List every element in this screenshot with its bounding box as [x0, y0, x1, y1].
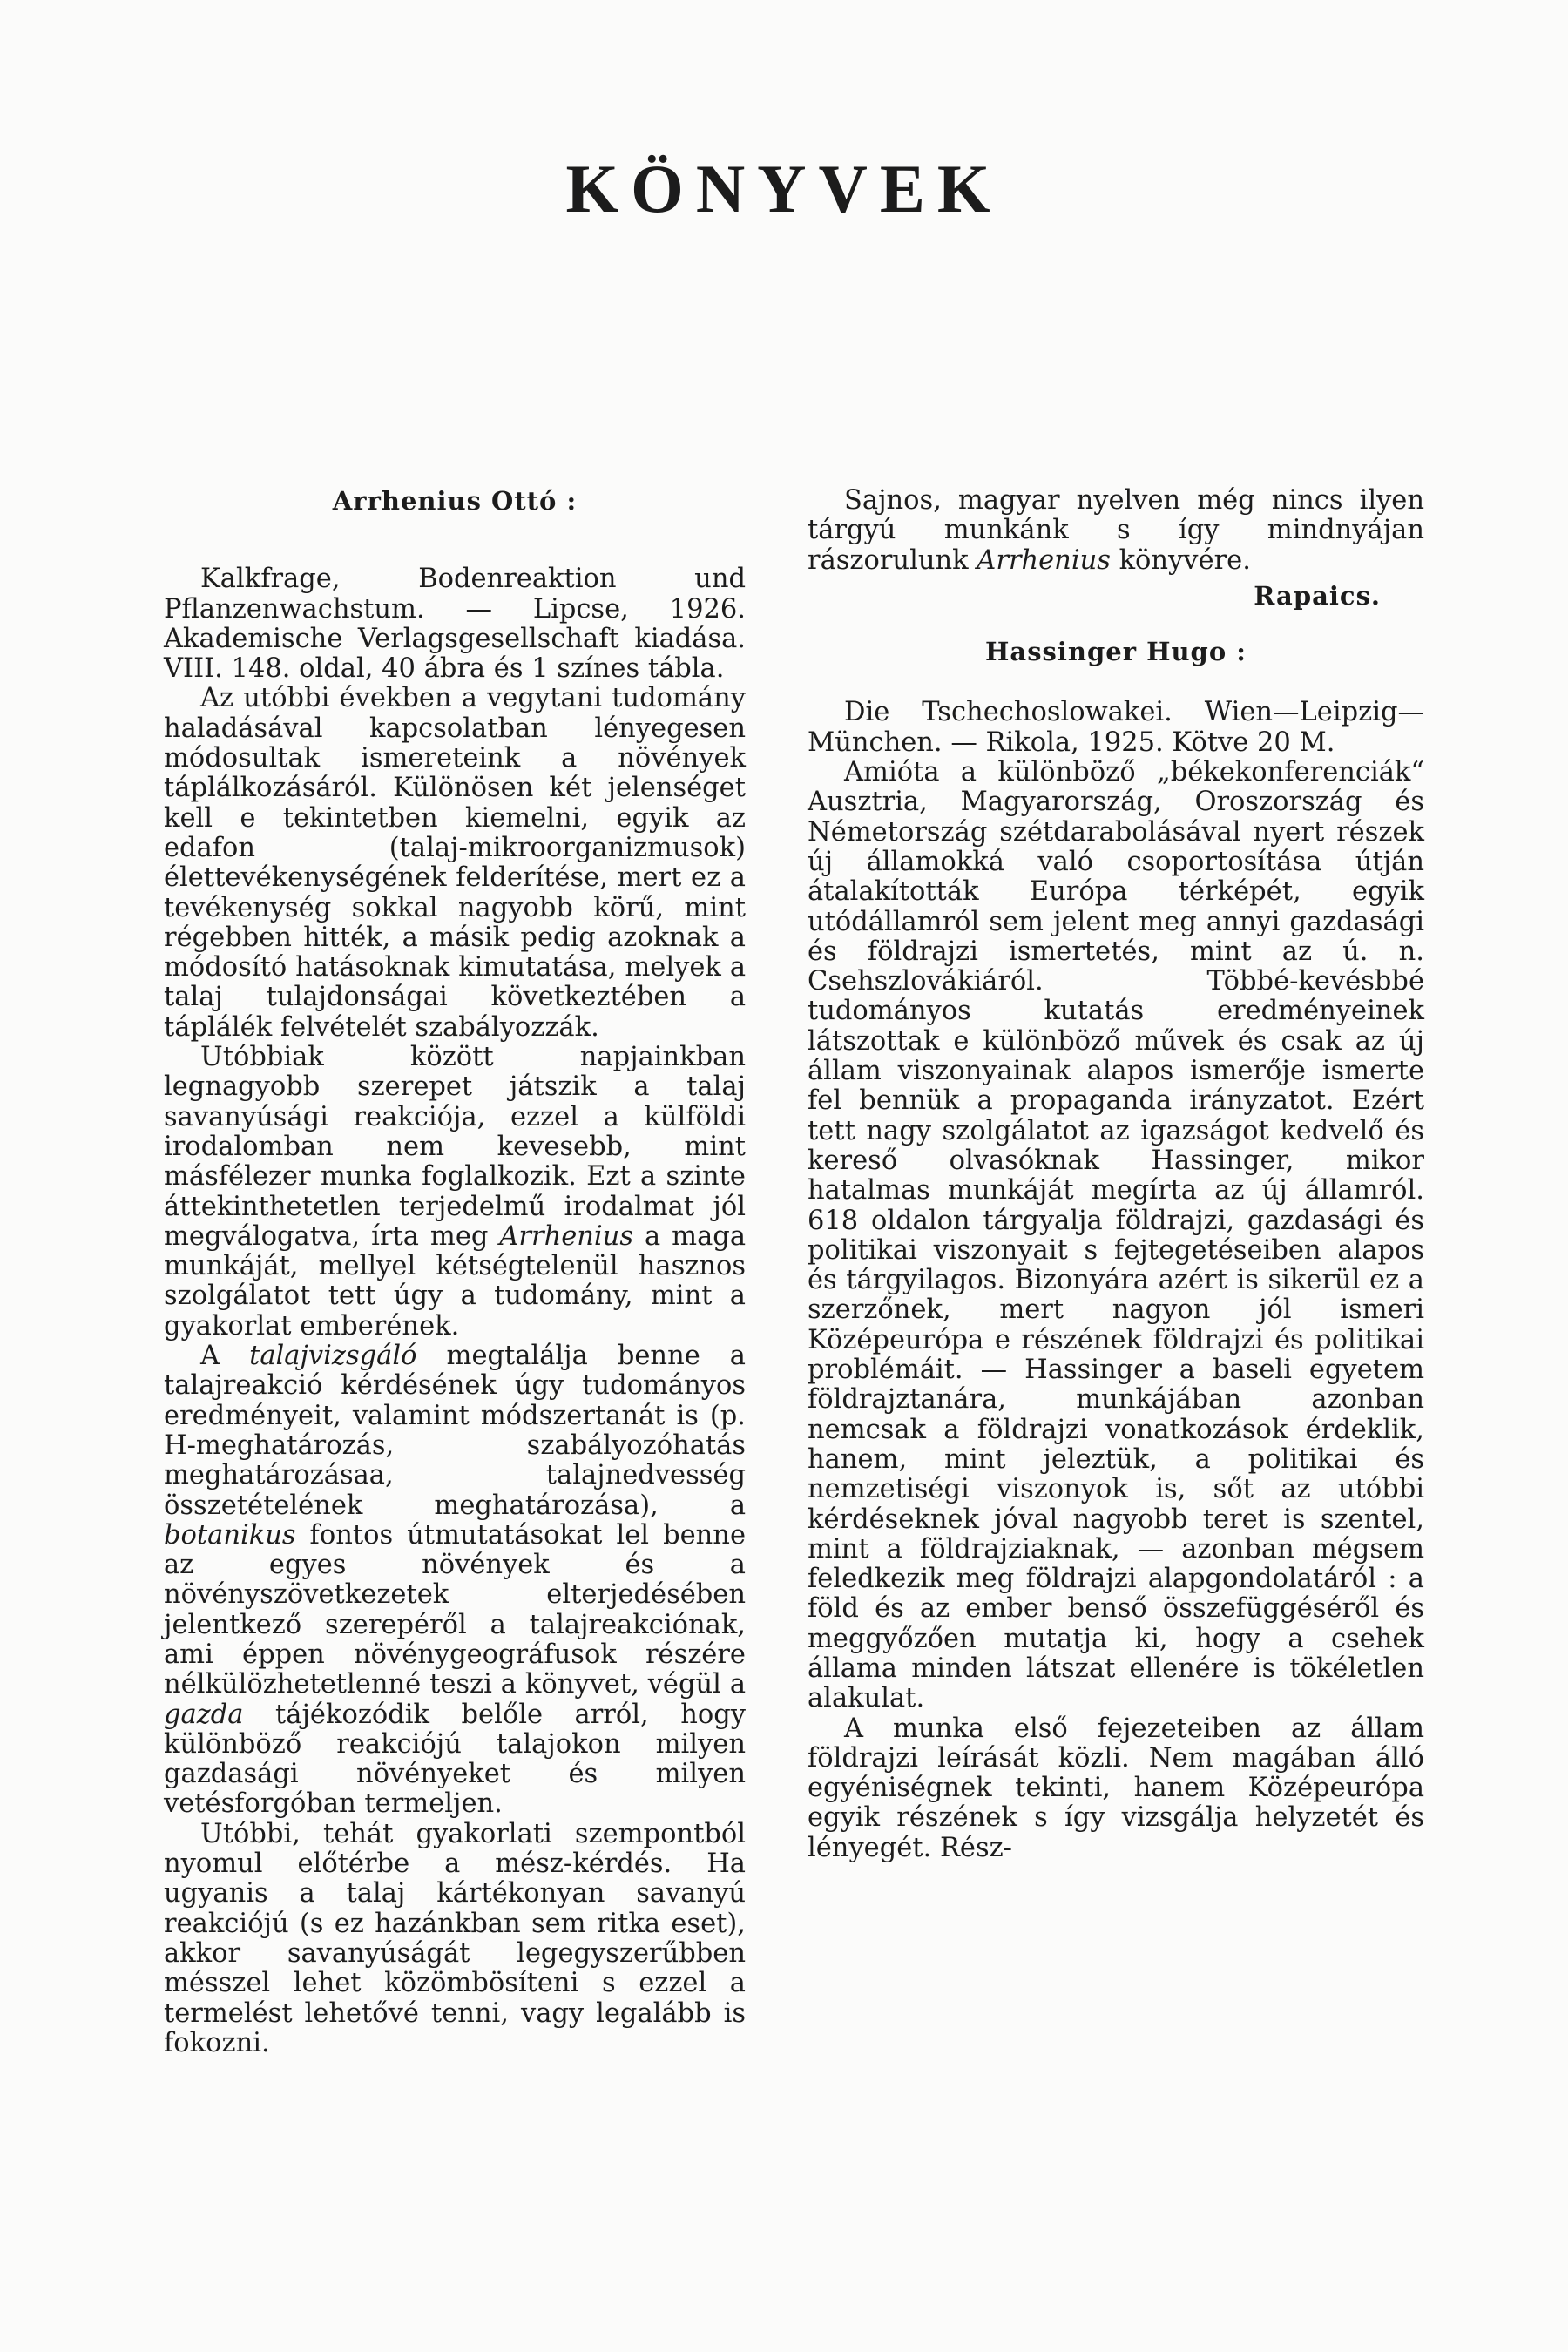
- left-column: [164, 486, 746, 2058]
- review2-paragraph-1: Amióta a különböző „békekonferenciák“ Ausztria, Magyarország, Oroszország és Németország szétdarabolásával nyert részek új államokká való csoportosítása útján átalakították Európa térképét, egyik utódállamról sem jelent meg annyi gazdasági és földrajzi ismertetés, mint az ú. n. Csehszlovákiáról. Többé-kevésbbé tudományos kutatás eredményeinek látszottak e különböző művek és csak az új állam viszonyainak alapos ismerője ismerte fel bennük a propaganda irányzatot. Ezért tett nagy szolgálatot az igazságot kedvelő és kereső olvasóknak Hassinger, mikor hatalmas munkáját megírta az új államról. 618 oldalon tárgyalja földrajzi, gazdasági és politikai viszonyait s fejtegetéseiben alapos és tárgyilagos. Bizonyára azért is sikerül ez a szerzőnek, mert nagyon jól ismeri Középeurópa e részének földrajzi és politikai problémáit. — Hassinger a baseli egyetem földrajztanára, munkájában azonban nemcsak a földrajzi vonatkozások érdeklik, hanem, mint jeleztük, a politikai és nemzetiségi viszonyok is, sőt az utóbbi kérdéseknek jóval nagyobb teret is szentel, mint a földrajziaknak, — azonban mégsem feledkezik meg földrajzi alapgondolatáról : a föld és az ember benső összefüggéséről és meggyőzően mutatja ki, hogy a csehek állama minden látszat ellenére is tökéletlen alakulat.: [808, 757, 1424, 1714]
- review1-citation: Kalkfrage, Bodenreaktion und Pflanzenwachstum. — Lipcse, 1926. Akademische Verlagsgesellschaft kiadása. VIII. 148. oldal, 40 ábra és 1 színes tábla.: [164, 564, 746, 685]
- review2-citation: Die Tschechoslowakei. Wien—Leipzig—München. — Rikola, 1925. Kötve 20 M.: [808, 697, 1424, 758]
- right-column: [808, 486, 1424, 1863]
- page-title: KÖNYVEK: [565, 151, 1003, 226]
- review1-paragraph-3: A talajvizsgáló megtalálja benne a talajreakció kérdésének úgy tudományos eredményeit, valamint módszertanát is (p. H-meghatározás, szabályozóhatás meghatározásaa, talajnedvesség összetételének meghatározása), a botanikus fontos útmutatásokat lel benne az egyes növények és a növényszövetkezetek elterjedésében jelentkező szerepéről a talajreakciónak, ami éppen növénygeográfusok részére nélkülözhetetlenné teszi a könyvet, végül a gazda tájékozódik belőle arról, hogy különböző reakciójú talajokon milyen gazdasági növényeket és milyen vetésforgóban termeljen.: [164, 1341, 746, 1820]
- review1-paragraph-5: Sajnos, magyar nyelven még nincs ilyen tárgyú munkánk s így mindnyájan rászorulunk Arrhenius könyvére.: [808, 485, 1424, 576]
- review1-signature: Rapaics.: [1254, 580, 1381, 611]
- review2-paragraph-2: A munka első fejezeteiben az állam földrajzi leírását közli. Nem magában álló egyéniségnek tekinti, hanem Középeurópa egyik részének s így vizsgálja helyzetét és lényegét. Rész-: [808, 1713, 1424, 1863]
- review2-author: Hassinger Hugo :: [985, 637, 1247, 667]
- review1-paragraph-2: Utóbbiak között napjainkban legnagyobb szerepet játszik a talaj savanyúsági reakciója, ezzel a külföldi irodalomban nem kevesebb, mint másfélezer munka foglalkozik. Ezt a szinte áttekinthetetlen terjedelmű irodalmat jól megválogatva, írta meg Arrhenius a maga munkáját, mellyel kétségtelenül hasznos szolgálatot tett úgy a tudomány, mint a gyakorlat emberének.: [164, 1042, 746, 1342]
- review1-paragraph-1: Az utóbbi években a vegytani tudomány haladásával kapcsolatban lényegesen módosultak ismereteink a növények táplálkozásáról. Különösen két jelenséget kell e tekintetben kiemelni, egyik az edafon (talaj-mikroorganizmusok) élettevékenységének felderítése, mert ez a tevékenység sokkal nagyobb körű, mint régebben hitték, a másik pedig azoknak a módosító hatásoknak kimutatása, melyek a talaj tulajdonságai következtében a táplálék felvételét szabályozzák.: [164, 683, 746, 1043]
- review1-author: Arrhenius Ottó :: [332, 486, 578, 516]
- review1-paragraph-4: Utóbbi, tehát gyakorlati szempontból nyomul előtérbe a mész-kérdés. Ha ugyanis a talaj kártékonyan savanyú reakciójú (s ez hazánkban sem ritka eset), akkor savanyúságát legegyszerűbben mésszel lehet közömbösíteni s ezzel a termelést lehetővé tenni, vagy legalább is fokozni.: [164, 1818, 746, 2058]
